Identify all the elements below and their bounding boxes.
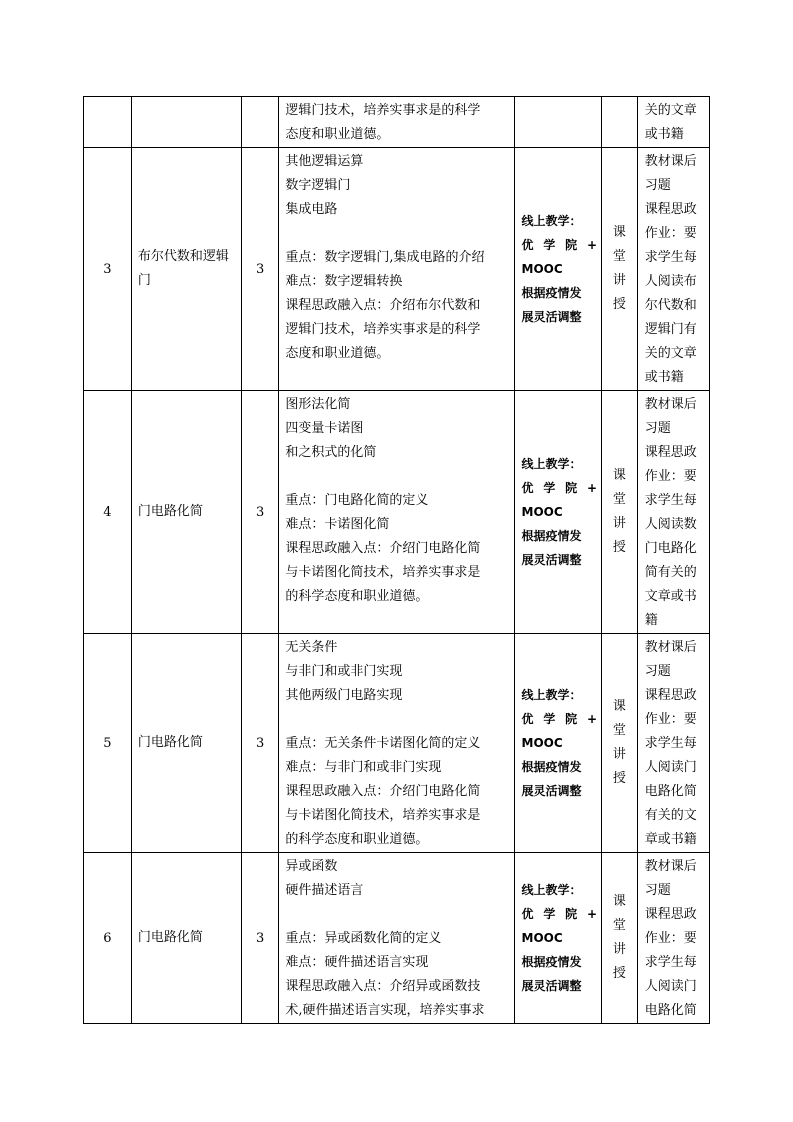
hours-cell: 3 xyxy=(241,391,279,634)
homework-line: 尔代数和 xyxy=(644,298,697,313)
homework-line: 关的文章 xyxy=(644,103,697,118)
homework-line: 作业：要 xyxy=(644,931,697,946)
method-line: 线上教学： xyxy=(521,883,582,897)
homework-line: 关的文章 xyxy=(644,346,697,361)
content-line xyxy=(285,465,508,489)
content-line: 四变量卡诺图 xyxy=(285,421,364,436)
form-char: 授 xyxy=(612,771,626,786)
content-line: 逻辑门技术，培养实事求是的科学 xyxy=(285,322,481,337)
content-line: 重点：无关条件卡诺图化简的定义 xyxy=(285,736,481,751)
course-schedule-table xyxy=(83,96,710,1024)
content-line: 无关条件 xyxy=(285,640,338,655)
content-line: 重点：异或函数化简的定义 xyxy=(285,931,442,946)
form-char: 课 xyxy=(612,894,626,909)
content-line: 重点：数字逻辑门,集成电路的介绍 xyxy=(285,250,485,265)
teaching-form-cell xyxy=(602,391,638,634)
homework-line: 简有关的 xyxy=(644,565,697,580)
method-line: MOOC xyxy=(521,736,563,750)
homework-line: 教材课后 xyxy=(644,640,697,655)
teaching-method-cell xyxy=(514,391,602,634)
homework-line: 课程思政 xyxy=(644,445,697,460)
homework-line: 求学生每 xyxy=(644,955,697,970)
content-line: 其他两级门电路实现 xyxy=(285,688,403,703)
method-line: 优 学 院 + xyxy=(521,481,598,495)
teaching-method-cell xyxy=(514,853,602,1024)
form-char: 讲 xyxy=(612,516,626,531)
hours-cell: 3 xyxy=(241,634,279,853)
content-line: 课程思政融入点：介绍布尔代数和 xyxy=(285,298,481,313)
method-line: MOOC xyxy=(521,262,563,276)
content-line: 异或函数 xyxy=(285,859,338,874)
content-line: 逻辑门技术，培养实事求是的科学 xyxy=(285,103,481,118)
chapter-title-cell: 布尔代数和逻辑门 xyxy=(131,148,241,391)
homework-line: 教材课后 xyxy=(644,397,697,412)
homework-line: 有关的文 xyxy=(644,808,697,823)
form-char: 堂 xyxy=(612,492,626,507)
content-line: 与卡诺图化简技术，培养实事求是 xyxy=(285,565,481,580)
homework-line: 人阅读布 xyxy=(644,274,697,289)
form-char: 课 xyxy=(612,225,626,240)
content-line: 态度和职业道德。 xyxy=(285,127,390,142)
homework-line: 求学生每 xyxy=(644,493,697,508)
homework-line: 作业：要 xyxy=(644,712,697,727)
teaching-content-cell xyxy=(279,853,514,1024)
homework-line: 求学生每 xyxy=(644,250,697,265)
schedule-body xyxy=(84,97,710,1024)
homework-line: 习题 xyxy=(644,421,671,436)
content-line: 数字逻辑门 xyxy=(285,178,351,193)
form-char: 课 xyxy=(612,468,626,483)
table-row xyxy=(84,634,710,853)
week-number-cell: 6 xyxy=(84,853,132,1024)
homework-line: 人阅读数 xyxy=(644,517,697,532)
method-line: MOOC xyxy=(521,931,563,945)
method-line: 线上教学： xyxy=(521,214,582,228)
method-line: 根据疫情发 xyxy=(521,955,582,969)
table-row xyxy=(84,391,710,634)
form-char: 授 xyxy=(612,966,626,981)
homework-line: 教材课后 xyxy=(644,859,697,874)
chapter-title-cell: 门电路化简 xyxy=(131,853,241,1024)
teaching-content-cell xyxy=(279,634,514,853)
homework-cell xyxy=(637,391,709,634)
homework-line: 逻辑门有 xyxy=(644,322,697,337)
method-line: 优 学 院 + xyxy=(521,238,598,252)
content-line: 难点：数字逻辑转换 xyxy=(285,274,403,289)
content-line xyxy=(285,222,508,246)
teaching-content-cell xyxy=(279,391,514,634)
content-line: 态度和职业道德。 xyxy=(285,346,390,361)
homework-line: 教材课后 xyxy=(644,154,697,169)
homework-cell xyxy=(637,148,709,391)
teaching-form-cell xyxy=(602,148,638,391)
hours-cell xyxy=(241,97,279,148)
method-line: 线上教学： xyxy=(521,688,582,702)
content-line: 的科学态度和职业道德。 xyxy=(285,589,429,604)
week-number-cell: 5 xyxy=(84,634,132,853)
method-line: 线上教学： xyxy=(521,457,582,471)
content-line: 课程思政融入点：介绍门电路化简 xyxy=(285,784,481,799)
teaching-method-cell xyxy=(514,634,602,853)
homework-line: 习题 xyxy=(644,664,671,679)
content-line: 难点：硬件描述语言实现 xyxy=(285,955,429,970)
homework-line: 课程思政 xyxy=(644,688,697,703)
hours-cell: 3 xyxy=(241,853,279,1024)
form-char: 讲 xyxy=(612,747,626,762)
content-line xyxy=(285,903,508,927)
teaching-form-cell xyxy=(602,97,638,148)
homework-line: 章或书籍 xyxy=(644,832,697,847)
chapter-title-cell: 门电路化简 xyxy=(131,391,241,634)
homework-line: 人阅读门 xyxy=(644,979,697,994)
homework-cell xyxy=(637,97,709,148)
content-line: 与卡诺图化简技术，培养实事求是 xyxy=(285,808,481,823)
form-char: 课 xyxy=(612,699,626,714)
teaching-content-cell xyxy=(279,148,514,391)
homework-line: 电路化简 xyxy=(644,1003,697,1018)
content-line: 难点：卡诺图化简 xyxy=(285,517,390,532)
content-line: 和之积式的化简 xyxy=(285,445,377,460)
method-line: MOOC xyxy=(521,505,563,519)
table-row xyxy=(84,148,710,391)
method-line: 展灵活调整 xyxy=(521,979,582,993)
table-row xyxy=(84,853,710,1024)
content-line: 图形法化简 xyxy=(285,397,351,412)
homework-line: 门电路化 xyxy=(644,541,697,556)
content-line: 其他逻辑运算 xyxy=(285,154,364,169)
method-line: 展灵活调整 xyxy=(521,310,582,324)
teaching-form-cell xyxy=(602,853,638,1024)
content-line: 难点：与非门和或非门实现 xyxy=(285,760,442,775)
content-line: 课程思政融入点：介绍门电路化简 xyxy=(285,541,481,556)
week-number-cell: 4 xyxy=(84,391,132,634)
content-line: 术,硬件描述语言实现，培养实事求 xyxy=(285,1003,485,1018)
form-char: 堂 xyxy=(612,918,626,933)
table-row xyxy=(84,97,710,148)
homework-line: 习题 xyxy=(644,883,671,898)
chapter-title-cell: 门电路化简 xyxy=(131,634,241,853)
form-char: 讲 xyxy=(612,942,626,957)
homework-line: 或书籍 xyxy=(644,370,684,385)
form-char: 授 xyxy=(612,297,626,312)
chapter-title-cell xyxy=(131,97,241,148)
content-line: 重点：门电路化简的定义 xyxy=(285,493,429,508)
homework-line: 课程思政 xyxy=(644,907,697,922)
homework-line: 求学生每 xyxy=(644,736,697,751)
hours-cell: 3 xyxy=(241,148,279,391)
homework-cell xyxy=(637,853,709,1024)
homework-cell xyxy=(637,634,709,853)
method-line: 优 学 院 + xyxy=(521,907,598,921)
homework-line: 作业：要 xyxy=(644,226,697,241)
method-line: 展灵活调整 xyxy=(521,553,582,567)
method-line: 根据疫情发 xyxy=(521,529,582,543)
teaching-form-cell xyxy=(602,634,638,853)
content-line: 与非门和或非门实现 xyxy=(285,664,403,679)
method-line: 优 学 院 + xyxy=(521,712,598,726)
form-char: 讲 xyxy=(612,273,626,288)
homework-line: 或书籍 xyxy=(644,127,684,142)
form-char: 授 xyxy=(612,540,626,555)
week-number-cell: 3 xyxy=(84,148,132,391)
teaching-method-cell xyxy=(514,97,602,148)
homework-line: 课程思政 xyxy=(644,202,697,217)
homework-line: 电路化简 xyxy=(644,784,697,799)
homework-line: 人阅读门 xyxy=(644,760,697,775)
week-number-cell xyxy=(84,97,132,148)
homework-line: 籍 xyxy=(644,613,658,628)
method-line: 根据疫情发 xyxy=(521,760,582,774)
teaching-content-cell xyxy=(279,97,514,148)
form-char: 堂 xyxy=(612,723,626,738)
content-line: 的科学态度和职业道德。 xyxy=(285,832,429,847)
form-char: 堂 xyxy=(612,249,626,264)
method-line: 根据疫情发 xyxy=(521,286,582,300)
method-line: 展灵活调整 xyxy=(521,784,582,798)
homework-line: 文章或书 xyxy=(644,589,697,604)
content-line: 硬件描述语言 xyxy=(285,883,364,898)
teaching-method-cell xyxy=(514,148,602,391)
homework-line: 作业：要 xyxy=(644,469,697,484)
content-line: 课程思政融入点：介绍异或函数技 xyxy=(285,979,481,994)
homework-line: 习题 xyxy=(644,178,671,193)
content-line xyxy=(285,708,508,732)
content-line: 集成电路 xyxy=(285,202,338,217)
